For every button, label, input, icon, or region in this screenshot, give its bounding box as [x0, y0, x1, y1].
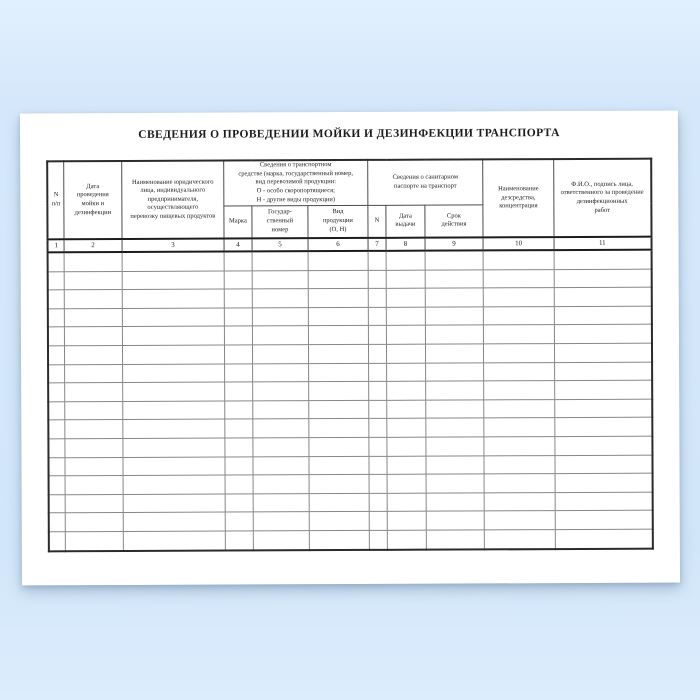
- empty-data-cell: [65, 420, 123, 439]
- empty-data-cell: [554, 250, 651, 270]
- empty-data-cell: [122, 326, 224, 345]
- empty-data-cell: [252, 307, 308, 326]
- empty-data-cell: [252, 345, 308, 364]
- empty-data-cell: [555, 510, 652, 529]
- empty-data-cell: [483, 288, 554, 307]
- empty-data-cell: [225, 401, 253, 420]
- empty-data-cell: [387, 493, 426, 512]
- empty-data-cell: [369, 381, 387, 400]
- empty-data-cell: [555, 362, 652, 381]
- empty-data-cell: [224, 289, 252, 308]
- empty-data-cell: [252, 326, 308, 345]
- empty-data-cell: [425, 250, 483, 269]
- empty-data-cell: [123, 457, 225, 476]
- empty-data-cell: [426, 474, 484, 493]
- header-product-type: Вид продукции (О, Н): [308, 205, 368, 238]
- empty-data-cell: [369, 419, 387, 438]
- empty-data-cell: [386, 307, 425, 326]
- empty-data-cell: [369, 400, 387, 419]
- column-number-cell: 2: [64, 239, 122, 252]
- empty-data-cell: [555, 529, 652, 549]
- empty-data-cell: [253, 531, 309, 550]
- empty-data-cell: [225, 531, 253, 550]
- empty-data-cell: [49, 476, 65, 495]
- empty-data-cell: [224, 271, 252, 290]
- empty-data-cell: [555, 380, 652, 399]
- empty-data-cell: [122, 308, 224, 327]
- empty-data-cell: [64, 290, 122, 309]
- empty-data-cell: [554, 306, 651, 325]
- empty-data-cell: [123, 364, 225, 383]
- empty-data-cell: [387, 437, 426, 456]
- empty-data-cell: [425, 307, 483, 326]
- empty-data-cell: [48, 290, 64, 309]
- empty-data-cell: [224, 251, 252, 270]
- empty-data-cell: [225, 512, 253, 531]
- empty-data-cell: [368, 289, 386, 308]
- empty-data-cell: [555, 492, 652, 511]
- empty-data-cell: [49, 420, 65, 439]
- empty-data-cell: [65, 476, 123, 495]
- empty-data-cell: [49, 439, 65, 458]
- header-row-number: N п/п: [48, 161, 64, 239]
- empty-data-cell: [554, 287, 651, 306]
- empty-data-cell: [308, 344, 368, 363]
- empty-data-cell: [555, 455, 652, 474]
- empty-data-cell: [387, 381, 426, 400]
- column-number-cell: 4: [224, 238, 252, 251]
- empty-data-cell: [252, 289, 308, 308]
- empty-data-cell: [49, 513, 65, 532]
- empty-data-cell: [426, 437, 484, 456]
- header-disinfectant: Наименование дезсредства, концентрация: [483, 159, 554, 237]
- empty-data-cell: [65, 383, 123, 402]
- empty-data-row: [49, 529, 652, 551]
- empty-data-cell: [555, 399, 652, 418]
- header-row-groups: [48, 159, 651, 207]
- empty-data-cell: [48, 327, 64, 346]
- empty-data-cell: [48, 271, 64, 290]
- empty-data-cell: [484, 492, 555, 511]
- empty-data-cell: [554, 343, 651, 362]
- empty-data-cell: [123, 531, 225, 551]
- empty-data-cell: [555, 436, 652, 455]
- empty-data-cell: [483, 269, 554, 288]
- empty-data-cell: [225, 494, 253, 513]
- empty-data-cell: [426, 511, 484, 530]
- empty-data-cell: [49, 364, 65, 383]
- header-transport-group: Сведения о транспортном средстве (марка, государственный номер, вид перевозимой продукции: О - особо скоропортящиеся; Н - другие виды продукции): [224, 160, 368, 206]
- empty-data-cell: [387, 363, 426, 382]
- empty-data-cell: [123, 475, 225, 494]
- empty-data-cell: [484, 362, 555, 381]
- empty-data-cell: [484, 530, 555, 549]
- empty-data-cell: [225, 438, 253, 457]
- empty-data-cell: [426, 400, 484, 419]
- empty-data-cell: [224, 326, 252, 345]
- empty-data-cell: [122, 252, 224, 272]
- empty-data-cell: [64, 327, 122, 346]
- empty-data-cell: [48, 252, 64, 271]
- column-number-cell: 1: [48, 239, 64, 252]
- empty-data-cell: [309, 400, 369, 419]
- empty-data-cell: [426, 493, 484, 512]
- empty-data-cell: [369, 530, 387, 549]
- empty-data-cell: [369, 363, 387, 382]
- empty-data-cell: [225, 475, 253, 494]
- empty-data-cell: [426, 455, 484, 474]
- empty-data-cell: [386, 288, 425, 307]
- empty-data-cell: [369, 437, 387, 456]
- empty-data-cell: [309, 382, 369, 401]
- empty-data-cell: [65, 401, 123, 420]
- empty-data-cell: [123, 512, 225, 531]
- empty-data-row: [48, 250, 651, 272]
- empty-data-cell: [369, 456, 387, 475]
- header-wash-date: Дата проведения мойки и дезинфекции: [64, 161, 122, 239]
- header-passport-group: Сведения о санитарном паспорте на транспорт: [368, 159, 483, 205]
- empty-data-cell: [309, 512, 369, 531]
- empty-data-cell: [65, 457, 123, 476]
- empty-data-cell: [309, 530, 369, 549]
- empty-data-cell: [253, 512, 309, 531]
- empty-data-cell: [387, 456, 426, 475]
- empty-data-cell: [483, 344, 554, 363]
- empty-data-cell: [123, 401, 225, 420]
- empty-data-cell: [309, 475, 369, 494]
- empty-data-cell: [48, 309, 64, 328]
- empty-data-cell: [309, 493, 369, 512]
- empty-data-cell: [253, 419, 309, 438]
- empty-data-cell: [224, 308, 252, 327]
- header-state-number: Государ- ственный номер: [252, 205, 308, 238]
- empty-data-cell: [65, 513, 123, 532]
- empty-data-cell: [252, 251, 308, 270]
- empty-data-cell: [484, 437, 555, 456]
- empty-data-cell: [555, 418, 652, 437]
- empty-data-cell: [64, 271, 122, 290]
- header-organization: Наименование юридического лица, индивидуального предпринимателя, осуществляющего перевозку пищевых продуктов: [122, 161, 224, 239]
- empty-data-cell: [308, 270, 368, 289]
- empty-data-cell: [49, 457, 65, 476]
- column-number-cell: 5: [252, 238, 308, 251]
- empty-data-cell: [253, 382, 309, 401]
- empty-data-cell: [225, 382, 253, 401]
- empty-data-cell: [387, 511, 426, 530]
- empty-data-cell: [225, 456, 253, 475]
- empty-data-cell: [484, 474, 555, 493]
- empty-data-cell: [123, 382, 225, 401]
- empty-data-cell: [308, 307, 368, 326]
- empty-data-cell: [484, 511, 555, 530]
- empty-data-cell: [308, 289, 368, 308]
- empty-data-cell: [123, 419, 225, 438]
- header-responsible-person: Ф.И.О., подпись лица, ответственного за проведение дезинфекционных работ: [554, 159, 651, 237]
- empty-data-cell: [555, 473, 652, 492]
- empty-data-cell: [386, 270, 425, 289]
- empty-data-cell: [426, 418, 484, 437]
- empty-data-cell: [252, 270, 308, 289]
- empty-data-cell: [49, 401, 65, 420]
- column-number-cell: 7: [368, 238, 386, 251]
- empty-data-cell: [65, 531, 123, 550]
- disinfection-log-table: [47, 158, 654, 552]
- empty-data-cell: [425, 270, 483, 289]
- empty-data-cell: [554, 325, 651, 344]
- empty-data-cell: [64, 252, 122, 271]
- empty-data-cell: [309, 363, 369, 382]
- empty-data-cell: [253, 475, 309, 494]
- empty-data-cell: [425, 344, 483, 363]
- empty-data-cell: [368, 326, 386, 345]
- column-number-cell: 11: [554, 237, 651, 250]
- empty-data-cell: [253, 363, 309, 382]
- empty-data-cell: [122, 345, 224, 364]
- empty-data-cell: [483, 306, 554, 325]
- empty-data-cell: [386, 326, 425, 345]
- empty-data-cell: [483, 325, 554, 344]
- empty-data-cell: [253, 493, 309, 512]
- table-body: [48, 250, 652, 551]
- empty-data-cell: [49, 494, 65, 513]
- empty-data-cell: [386, 251, 425, 270]
- header-brand: Марка: [224, 205, 252, 238]
- empty-data-cell: [308, 251, 368, 270]
- empty-data-cell: [224, 345, 252, 364]
- empty-data-cell: [369, 493, 387, 512]
- column-number-cell: 8: [386, 238, 425, 251]
- empty-data-cell: [368, 251, 386, 270]
- document-page: [20, 111, 680, 586]
- empty-data-cell: [65, 494, 123, 513]
- empty-data-cell: [484, 418, 555, 437]
- empty-data-cell: [309, 437, 369, 456]
- empty-data-cell: [253, 400, 309, 419]
- empty-data-cell: [49, 383, 65, 402]
- column-number-cell: 9: [425, 237, 483, 250]
- empty-data-cell: [64, 308, 122, 327]
- empty-data-cell: [309, 419, 369, 438]
- empty-data-cell: [484, 399, 555, 418]
- empty-data-cell: [49, 532, 65, 551]
- empty-data-cell: [225, 419, 253, 438]
- empty-data-cell: [387, 530, 426, 549]
- column-number-cell: 6: [308, 238, 368, 251]
- empty-data-cell: [484, 455, 555, 474]
- empty-data-cell: [425, 325, 483, 344]
- empty-data-cell: [308, 326, 368, 345]
- empty-data-cell: [64, 345, 122, 364]
- empty-data-cell: [369, 474, 387, 493]
- empty-data-cell: [483, 250, 554, 269]
- empty-data-cell: [387, 419, 426, 438]
- empty-data-cell: [253, 456, 309, 475]
- empty-data-cell: [368, 344, 386, 363]
- empty-data-cell: [425, 288, 483, 307]
- header-issue-date: Дата выдачи: [386, 205, 425, 238]
- empty-data-cell: [123, 494, 225, 513]
- empty-data-cell: [225, 363, 253, 382]
- empty-data-cell: [65, 438, 123, 457]
- header-passport-number: N: [368, 205, 386, 238]
- empty-data-cell: [368, 307, 386, 326]
- column-number-cell: 3: [122, 239, 224, 252]
- table-header: [48, 159, 651, 253]
- column-number-cell: 10: [483, 237, 554, 250]
- empty-data-cell: [386, 344, 425, 363]
- empty-data-cell: [426, 362, 484, 381]
- empty-data-cell: [387, 474, 426, 493]
- empty-data-cell: [387, 400, 426, 419]
- empty-data-cell: [484, 381, 555, 400]
- empty-data-cell: [554, 269, 651, 288]
- empty-data-cell: [426, 530, 484, 549]
- empty-data-cell: [122, 271, 224, 290]
- empty-data-cell: [368, 270, 386, 289]
- empty-data-cell: [309, 456, 369, 475]
- empty-data-cell: [253, 438, 309, 457]
- document-title: СВЕДЕНИЯ О ПРОВЕДЕНИИ МОЙКИ И ДЕЗИНФЕКЦИИ ТРАНСПОРТА: [138, 127, 560, 141]
- empty-data-cell: [426, 381, 484, 400]
- empty-data-cell: [369, 512, 387, 531]
- empty-data-cell: [122, 289, 224, 308]
- header-validity: Срок действия: [425, 204, 483, 237]
- empty-data-cell: [123, 438, 225, 457]
- empty-data-cell: [48, 346, 64, 365]
- empty-data-cell: [65, 364, 123, 383]
